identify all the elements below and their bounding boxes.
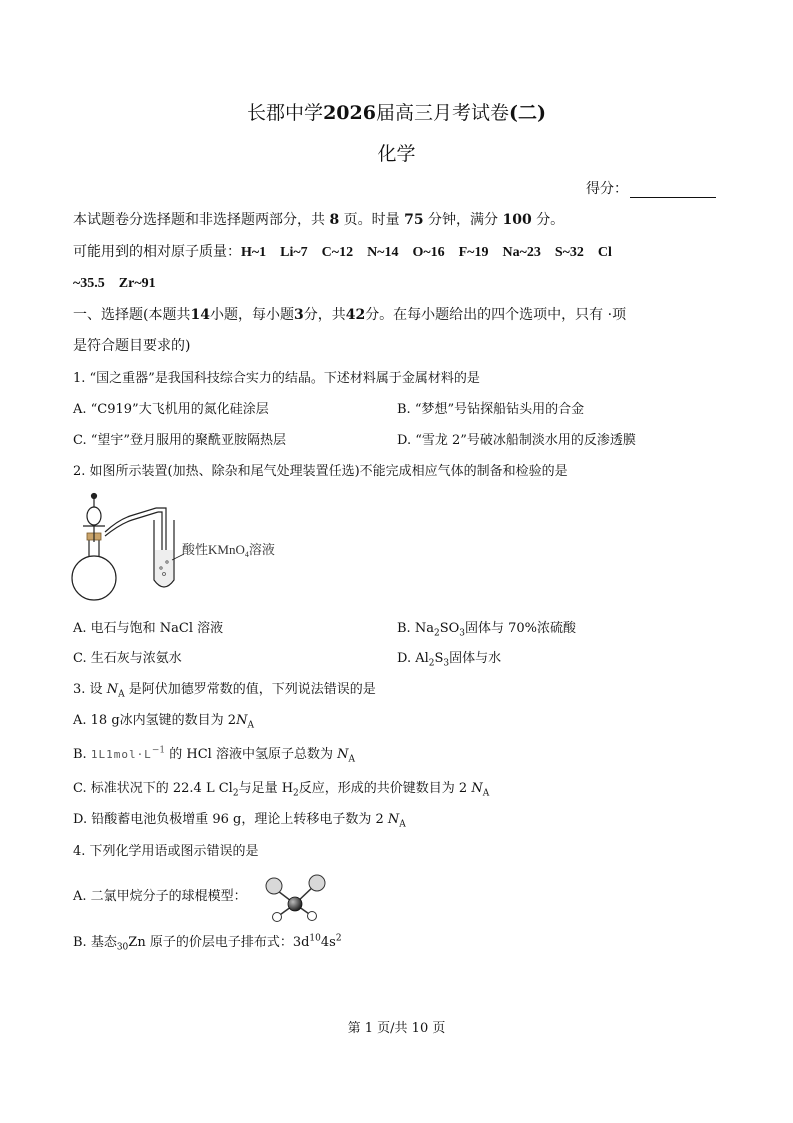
q2-option-d[interactable]: D. $Al_2S_3$固体与水	[397, 651, 502, 669]
apparatus-figure	[68, 490, 308, 610]
q1-option-c[interactable]: C. “望宇”登月服用的聚酰亚胺隔热层	[73, 433, 287, 448]
q1-option-b[interactable]: B. “梦想”号钻探船钻头用的合金	[397, 402, 585, 417]
round-bottom-flask-icon	[72, 536, 116, 600]
separatory-funnel-icon	[83, 494, 105, 543]
q1-stem: 1. “国之重器”是我国科技综合实力的结晶。下述材料属于金属材料的是	[73, 371, 480, 386]
score-blank[interactable]	[630, 183, 716, 198]
q3-option-d[interactable]: D. 铅酸蓄电池负极增重 96 g，理论上转移电子数为 2 $N_A$	[73, 812, 406, 830]
q2-stem: 2. 如图所示装置(加热、除杂和尾气处理装置任选)不能完成相应气体的制备和检验的是	[73, 464, 568, 479]
q4-option-a[interactable]: A. 二氯甲烷分子的球棍模型：	[73, 889, 247, 904]
atomic-masses-line: 可能用到的相对原子质量：H~1 Li~7 C~12 N~14 O~16 F~19 Na~23 S~32 Cl	[73, 244, 612, 260]
exam-title: 长郡中学2026届高三月考试卷(二)	[247, 102, 546, 124]
q2-option-c[interactable]: C. 生石灰与浓氨水	[73, 651, 182, 666]
atomic-masses-line-2: ~35.5 Zr~91	[73, 276, 156, 291]
hydrogen-atom-icon	[308, 912, 317, 921]
intro-line: 本试题卷分选择题和非选择题两部分，共 8 页。时量 75 分钟，满分 100 分。	[73, 212, 565, 228]
q1-option-d[interactable]: D. “雪龙 2”号破冰船制淡水用的反渗透膜	[397, 433, 636, 448]
score-field[interactable]: 得分：	[586, 178, 716, 198]
subject-title: 化学	[377, 143, 416, 165]
hydrogen-atom-icon	[273, 913, 282, 922]
section-heading: 一、选择题(本题共14小题，每小题3分，共42分。在每小题给出的四个选项中，只有 ·项	[73, 307, 627, 323]
figure-label: 酸性KMnO$_4$溶液	[182, 542, 275, 559]
ball-stick-model-figure	[260, 872, 330, 924]
page-number: 第 1 页/共 10 页	[347, 1021, 446, 1036]
q4-option-b[interactable]: B. 基态$_{30}$Zn 原子的价层电子排布式：$3d^{10}4s^2$	[73, 933, 342, 953]
q3-option-b[interactable]: B. $1L1mol\cdot L^{-1}$ 的 HCl 溶液中氢原子总数为 $N_A$	[73, 745, 355, 765]
section-heading-line-2: 是符合题目要求的)	[73, 338, 191, 354]
q3-option-c[interactable]: C. 标准状况下的 22.4 L $Cl_2$与足量 $H_2$反应，形成的共价键数目为 2 $N_A$	[73, 781, 490, 799]
q4-stem: 4. 下列化学用语或图示错误的是	[73, 844, 259, 859]
q1-option-a[interactable]: A. “C919”大飞机用的氮化硅涂层	[73, 402, 269, 417]
q3-stem: 3. 设 $N_A$ 是阿伏加德罗常数的值，下列说法错误的是	[73, 682, 376, 700]
q2-option-a[interactable]: A. 电石与饱和 NaCl 溶液	[73, 621, 224, 636]
solution-level-icon	[155, 550, 173, 586]
q3-option-a[interactable]: A. 18 g冰内氢键的数目为 $2N_A$	[73, 713, 254, 731]
chlorine-atom-icon	[266, 878, 282, 894]
carbon-atom-icon	[288, 897, 302, 911]
chlorine-atom-icon	[309, 875, 325, 891]
q2-option-b[interactable]: B. $Na_2SO_3$固体与 70%浓硫酸	[397, 621, 577, 639]
